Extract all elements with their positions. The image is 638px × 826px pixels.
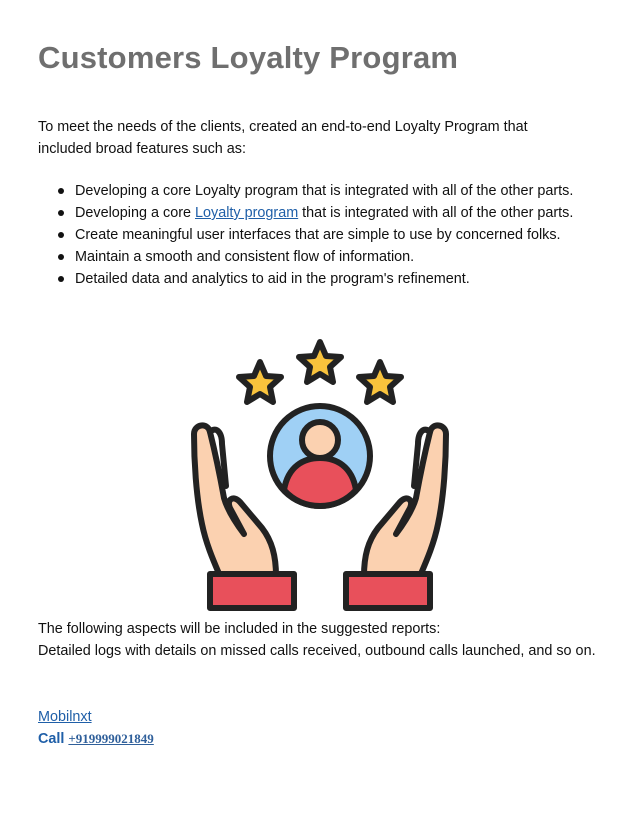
right-cuff — [346, 574, 430, 608]
person-head — [302, 422, 338, 458]
list-item — [38, 180, 598, 202]
bullet-text-4: Maintain a smooth and consistent flow of information. — [75, 249, 415, 265]
list-item — [38, 268, 598, 290]
star-center-icon — [299, 342, 341, 382]
loyalty-hands-stars-icon — [180, 336, 460, 618]
list-item — [38, 246, 598, 268]
star-right-icon — [359, 362, 401, 402]
loyalty-program-link[interactable]: Loyalty program — [195, 205, 299, 221]
feature-list — [38, 180, 598, 290]
bullet-text-2-prefix: Developing a core — [75, 205, 195, 221]
list-item — [38, 224, 598, 246]
left-cuff — [210, 574, 294, 608]
bullet-text-2-suffix: that is integrated with all of the other parts. — [298, 205, 574, 221]
logs-line: Detailed logs with details on missed calls received, outbound calls launched, and so on. — [38, 643, 596, 659]
intro-line-2: included broad features such as: — [38, 141, 246, 157]
call-line — [38, 728, 154, 750]
right-hand-icon — [364, 425, 446, 576]
intro-line-1: To meet the needs of the clients, created an end-to-end Loyalty Program that — [38, 119, 528, 135]
reports-paragraph — [38, 618, 598, 662]
bullet-text-1: Developing a core Loyalty program that is integrated with all of the other parts. — [75, 183, 574, 199]
star-left-icon — [239, 362, 281, 402]
page-title: Customers Loyalty Program — [38, 40, 459, 75]
left-hand-icon — [194, 425, 276, 576]
phone-link[interactable]: +919999021849 — [68, 731, 154, 746]
reports-line: The following aspects will be included in the suggested reports: — [38, 621, 441, 637]
intro-paragraph — [38, 116, 598, 160]
person-body — [284, 458, 356, 506]
bullet-text-3: Create meaningful user interfaces that are simple to use by concerned folks. — [75, 227, 561, 243]
bullet-text-5: Detailed data and analytics to aid in the program's refinement. — [75, 271, 470, 287]
call-label: Call — [38, 731, 69, 747]
company-link[interactable]: Mobilnxt — [38, 709, 92, 725]
list-item — [38, 202, 598, 224]
